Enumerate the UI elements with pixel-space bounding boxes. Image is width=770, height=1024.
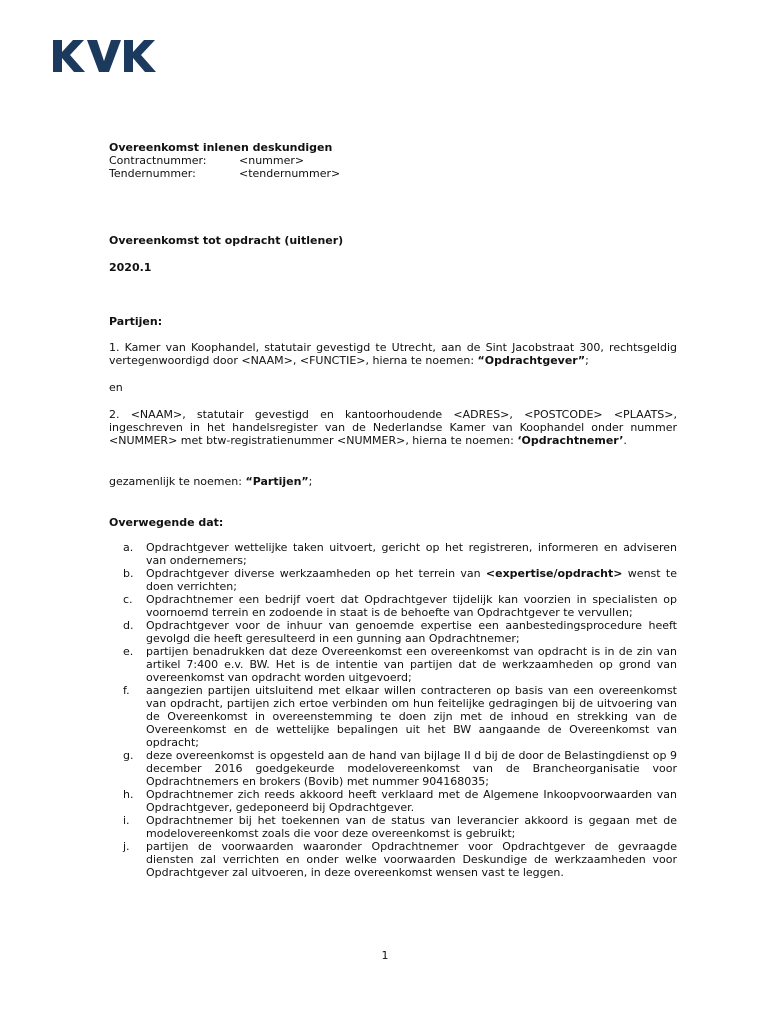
list-marker: h.: [123, 788, 134, 801]
contract-number-row: [109, 154, 677, 167]
list-text: Opdrachtgever voor de inhuur van genoemde expertise een aanbestedingsprocedure heeft gevolgd die heeft geresulteerd in een gunning aan Opdrachtnemer;: [146, 619, 677, 645]
list-item: [109, 541, 677, 567]
list-text: deze overeenkomst is opgesteld aan de hand van bijlage II d bij de door de Belastingdienst op 9 december 2016 goedgekeurde modelovereenkomst van de Brancheorganisatie voor Opdrachtnemers en brokers (Bovib) met nummer 904168035;: [146, 749, 677, 788]
document-heading: Overeenkomst inlenen deskundigen: [109, 141, 333, 154]
and-text: en: [109, 381, 123, 394]
list-item: [109, 567, 677, 593]
list-item: [109, 593, 677, 619]
list-text: Opdrachtnemer bij het toekennen van de status van leverancier akkoord is gegaan met de modelovereenkomst zoals die voor deze overeenkomst is gebruikt;: [146, 814, 677, 840]
parties-heading: Partijen:: [109, 315, 163, 328]
list-marker: e.: [123, 645, 134, 658]
party-1-end: ;: [585, 354, 589, 367]
list-text: partijen de voorwaarden waaronder Opdrachtnemer voor Opdrachtgever de gevraagde diensten zal verrichten en onder welke voorwaarden Deskundige de werkzaamheden voor Opdrachtgever zal uitvoeren, in deze overeenkomst wensen vast te leggen.: [146, 840, 677, 879]
considerations-list: [109, 541, 677, 879]
together-role: “Partijen”: [245, 475, 309, 488]
tender-number-row: [109, 167, 677, 180]
list-item: [109, 749, 677, 788]
party-1-role: “Opdrachtgever”: [477, 354, 586, 367]
list-marker: j.: [123, 840, 130, 853]
page-number: 1: [381, 949, 389, 962]
party-2-text: 2. <NAAM>, statutair gevestigd en kantoorhoudende <ADRES>, <POSTCODE> <PLAATS>, ingeschreven in het handelsregister van de Nederlandse Kamer van Koophandel onder nummer <NUMMER> met btw-registratienummer <NUMMER>, hierna te noemen:: [109, 408, 677, 447]
list-item: [109, 840, 677, 879]
list-item: [109, 684, 677, 749]
kvk-logo: [53, 40, 168, 72]
list-text: Opdrachtgever wettelijke taken uitvoert, gericht op het registreren, informeren en adviseren van ondernemers;: [146, 541, 677, 567]
contract-number-value: <nummer>: [239, 154, 305, 167]
party-1: [109, 341, 677, 367]
list-text-bold: <expertise/opdracht>: [485, 567, 623, 580]
list-text: partijen benadrukken dat deze Overeenkomst een overeenkomst van opdracht is in de zin van artikel 7:400 e.v. BW. Het is de intentie van partijen dat de werkzaamheden op grond van overeenkomst van opdracht worden uitgevoerd;: [146, 645, 677, 684]
list-marker: b.: [123, 567, 134, 580]
party-2-end: .: [623, 434, 627, 447]
list-text: aangezien partijen uitsluitend met elkaar willen contracteren op basis van een overeenkomst van opdracht, partijen zich ertoe verbinden om hun feitelijke gedragingen bij de uitvoering van de Overeenkomst in overeenstemming te doen zijn met de inhoud en strekking van de Overeenkomst en de wettelijke bepalingen uit het BW aangaande de Overeenkomst van opdracht;: [146, 684, 677, 749]
list-marker: c.: [123, 593, 133, 606]
list-item: [109, 619, 677, 645]
together-prefix: gezamenlijk te noemen:: [109, 475, 246, 488]
document-version: 2020.1: [109, 261, 152, 274]
list-marker: f.: [123, 684, 130, 697]
list-marker: i.: [123, 814, 130, 827]
contract-number-label: Contractnummer:: [109, 154, 207, 167]
list-item: [109, 788, 677, 814]
party-2-role: ‘Opdrachtnemer’: [517, 434, 624, 447]
list-text: Opdrachtnemer zich reeds akkoord heeft verklaard met de Algemene Inkoopvoorwaarden van Opdrachtgever, gedeponeerd bij Opdrachtgever.: [146, 788, 677, 814]
list-text: wenst te doen verrichten;: [146, 567, 677, 593]
together-text: [109, 475, 677, 488]
list-marker: a.: [123, 541, 134, 554]
party-1-text: 1. Kamer van Koophandel, statutair gevestigd te Utrecht, aan de Sint Jacobstraat 300, rechtsgeldig vertegenwoordigd door <NAAM>, <FUNCTIE>, hierna te noemen:: [109, 341, 677, 367]
considerations-heading: Overwegende dat:: [109, 516, 224, 529]
list-text: Opdrachtgever diverse werkzaamheden op het terrein van: [146, 567, 486, 580]
list-text: Opdrachtnemer een bedrijf voert dat Opdrachtgever tijdelijk kan voorzien in specialisten op voornoemd terrein en zodoende in staat is de behoefte van Opdrachtgever te vervullen;: [146, 593, 677, 619]
list-marker: g.: [123, 749, 134, 762]
party-2: [109, 408, 677, 447]
document-title: Overeenkomst tot opdracht (uitlener): [109, 234, 344, 247]
list-item: [109, 814, 677, 840]
tender-number-label: Tendernummer:: [109, 167, 196, 180]
together-end: ;: [308, 475, 313, 488]
tender-number-value: <tendernummer>: [239, 167, 341, 180]
list-item: [109, 645, 677, 684]
list-marker: d.: [123, 619, 134, 632]
document-body: [109, 141, 677, 879]
